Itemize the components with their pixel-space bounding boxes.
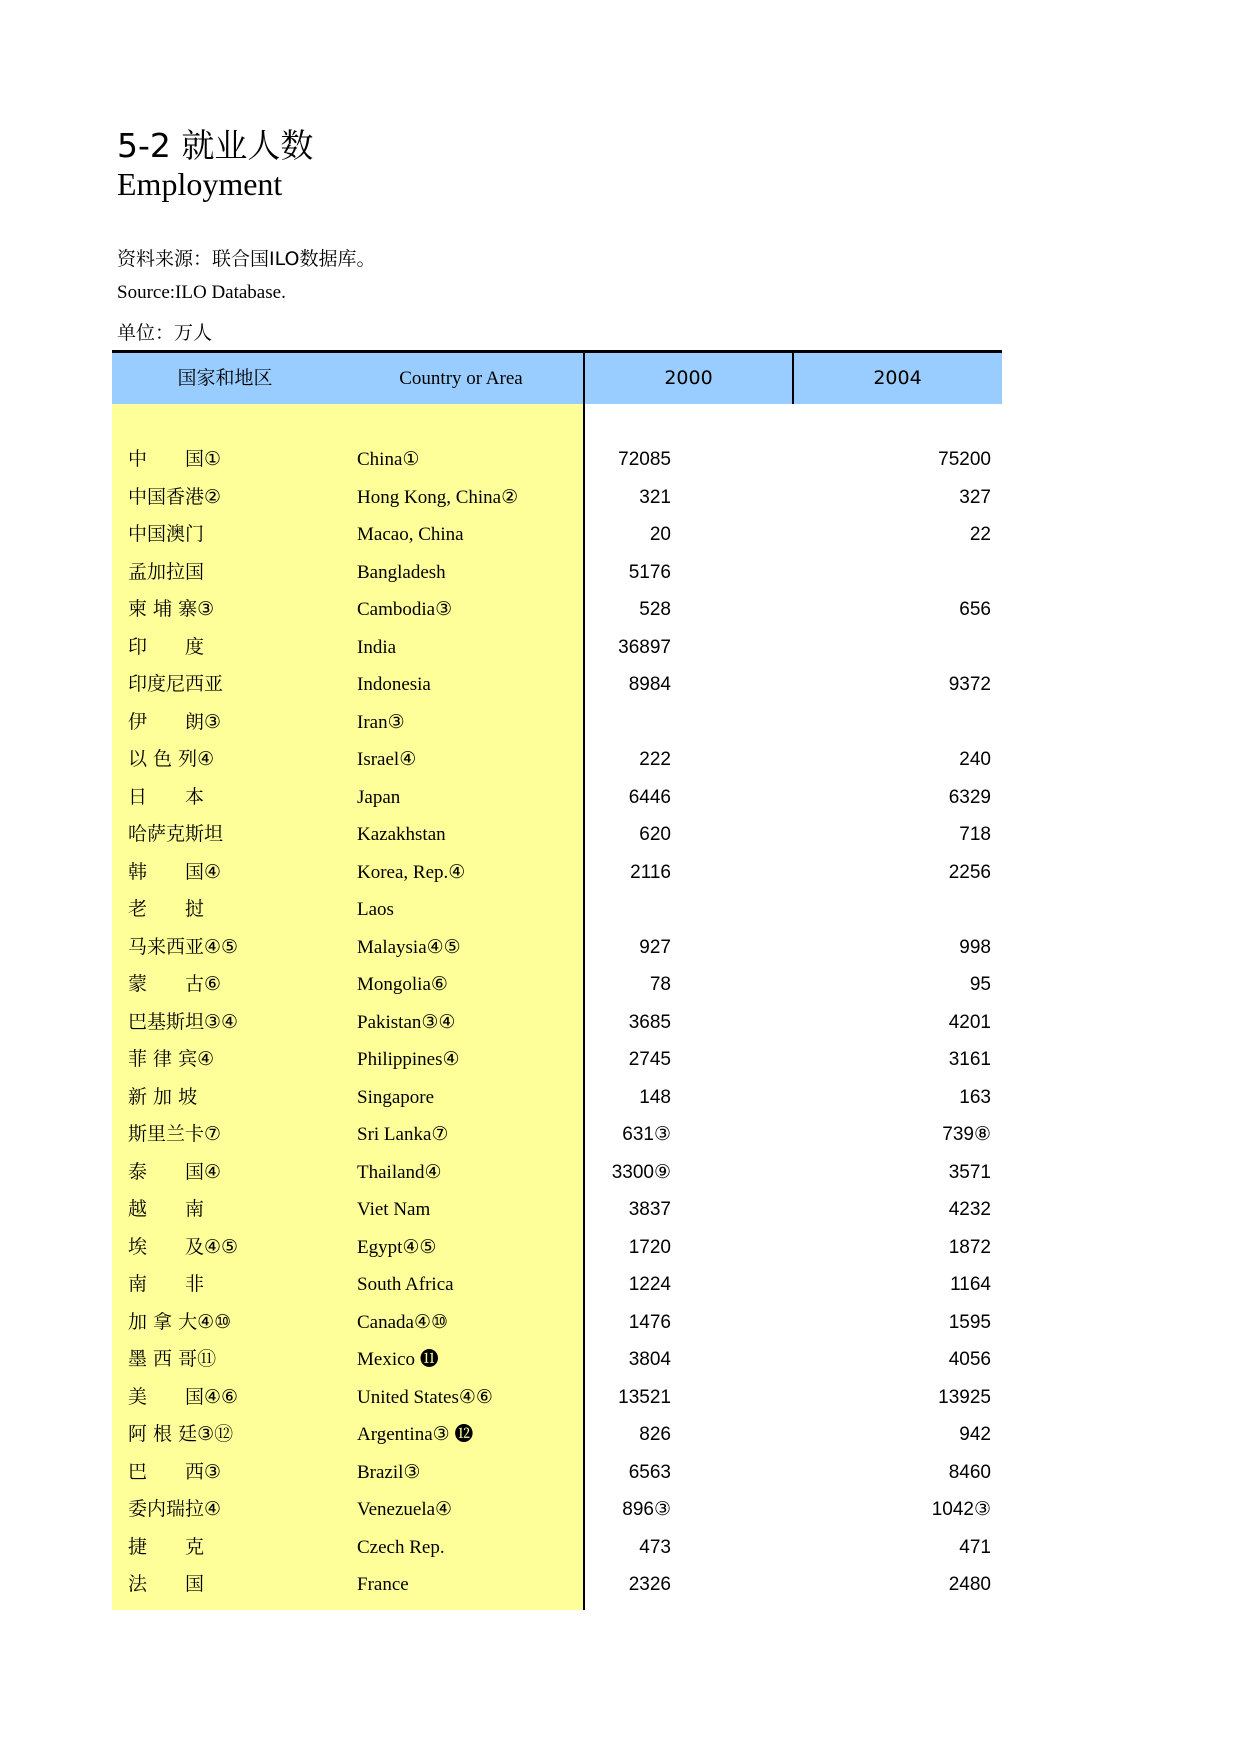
value-2004: 4232 (948, 1199, 991, 1220)
table-row (112, 704, 1002, 742)
value-2000: 78 (649, 974, 671, 995)
country-name-en: Singapore (357, 1086, 435, 1108)
value-2004: 942 (959, 1424, 991, 1445)
value-2004: 75200 (938, 449, 991, 470)
value-2004: 13925 (938, 1386, 991, 1408)
value-2000: 6446 (628, 786, 671, 808)
country-name-cn: 埃 及④⑤ (128, 1235, 239, 1258)
value-2000: 222 (639, 749, 671, 770)
table-body (112, 441, 1002, 1604)
value-2000: 1720 (628, 1236, 671, 1258)
value-2004: 163 (959, 1086, 991, 1108)
country-name-en: Israel④ (357, 749, 417, 770)
source-note-cn: 资料来源：联合国ILO数据库。 (117, 248, 376, 270)
value-2004: 3571 (948, 1161, 991, 1183)
table-row (112, 1004, 1002, 1042)
table-row (112, 479, 1002, 517)
table-row (112, 516, 1002, 554)
value-2004: 471 (959, 1536, 991, 1558)
table-row (112, 1416, 1002, 1454)
page-title-en: Employment (117, 166, 283, 202)
table-row (112, 554, 1002, 592)
table-row (112, 1566, 1002, 1604)
table-row (112, 891, 1002, 929)
table-row (112, 629, 1002, 667)
table-row (112, 1304, 1002, 1342)
table-row (112, 816, 1002, 854)
value-2004: 718 (959, 824, 991, 845)
value-2000: 528 (639, 599, 671, 620)
table-row (112, 1266, 1002, 1304)
country-name-cn: 捷 克 (128, 1535, 205, 1558)
country-name-cn: 阿 根 廷③⑫ (128, 1423, 234, 1445)
country-name-cn: 蒙 古⑥ (128, 973, 222, 995)
value-2000: 72085 (618, 449, 671, 470)
country-name-en: Canada④⑩ (357, 1311, 449, 1333)
country-name-en: United States④⑥ (357, 1386, 493, 1408)
table-row (112, 1491, 1002, 1529)
value-2004: 739⑧ (942, 1124, 991, 1145)
value-2000: 5176 (628, 561, 671, 583)
country-name-cn: 印度尼西亚 (128, 673, 224, 695)
country-name-cn: 印 度 (128, 635, 205, 658)
value-2004: 4201 (948, 1011, 991, 1033)
country-name-cn: 日 本 (128, 785, 205, 808)
header-divider (792, 350, 794, 404)
country-name-en: Macao, China (357, 524, 464, 545)
country-name-en: Kazakhstan (357, 824, 446, 845)
value-2004: 3161 (948, 1049, 991, 1070)
country-name-cn: 马来西亚④⑤ (128, 935, 239, 958)
page-title-cn: 5-2 就业人数 (117, 126, 314, 165)
country-name-cn: 越 南 (128, 1198, 205, 1220)
table-row (112, 1379, 1002, 1417)
country-name-en: Bangladesh (357, 561, 446, 583)
country-name-en: Indonesia (357, 674, 431, 695)
country-name-cn: 老 挝 (128, 898, 205, 920)
country-name-cn: 墨 西 哥⑪ (128, 1348, 217, 1370)
country-name-en: Laos (357, 899, 394, 920)
value-2000: 20 (649, 524, 671, 545)
table-row (112, 1454, 1002, 1492)
table-row (112, 1529, 1002, 1567)
table-row (112, 966, 1002, 1004)
country-name-en: Brazil③ (357, 1461, 421, 1483)
table-row (112, 1116, 1002, 1154)
country-name-cn: 中 国① (128, 448, 222, 470)
country-name-cn: 泰 国④ (128, 1160, 222, 1183)
value-2000: 1224 (628, 1274, 671, 1295)
value-2004: 1595 (948, 1311, 991, 1333)
country-name-en: Malaysia④⑤ (357, 936, 461, 958)
value-2000: 148 (639, 1086, 671, 1108)
value-2000: 8984 (628, 674, 671, 695)
header-country-cn: 国家和地区 (177, 367, 273, 389)
value-2000: 2116 (630, 861, 671, 883)
country-name-en: Mexico ⓫ (357, 1349, 439, 1370)
country-name-en: Hong Kong, China② (357, 486, 519, 508)
value-2000: 36897 (618, 636, 671, 658)
table-row (112, 666, 1002, 704)
value-2004: 656 (959, 599, 991, 620)
table-row (112, 1341, 1002, 1379)
country-name-en: Czech Rep. (357, 1536, 445, 1558)
country-name-en: Philippines④ (357, 1049, 460, 1070)
country-name-en: Korea, Rep.④ (357, 861, 466, 883)
country-name-cn: 斯里兰卡⑦ (128, 1123, 222, 1145)
country-name-cn: 美 国④⑥ (128, 1385, 239, 1408)
country-name-en: Iran③ (357, 711, 405, 733)
value-2004: 4056 (948, 1349, 991, 1370)
country-name-en: France (357, 1574, 409, 1595)
country-name-cn: 哈萨克斯坦 (128, 823, 224, 845)
country-name-cn: 加 拿 大④⑩ (128, 1310, 232, 1333)
country-name-en: Egypt④⑤ (357, 1236, 437, 1258)
table-row (112, 741, 1002, 779)
value-2004: 998 (959, 936, 991, 958)
value-2000: 3804 (628, 1349, 671, 1370)
value-2000: 3837 (628, 1199, 671, 1220)
value-2004: 9372 (948, 674, 991, 695)
table-row (112, 591, 1002, 629)
country-name-en: Venezuela④ (357, 1499, 453, 1520)
table-row (112, 929, 1002, 967)
value-2000: 896③ (622, 1499, 671, 1520)
country-name-en: Thailand④ (357, 1161, 442, 1183)
country-name-cn: 菲 律 宾④ (128, 1048, 215, 1070)
country-name-cn: 中国香港② (128, 485, 222, 508)
country-name-cn: 韩 国④ (128, 860, 222, 883)
country-name-en: China① (357, 449, 420, 470)
country-name-cn: 南 非 (128, 1273, 205, 1295)
value-2004: 22 (969, 524, 991, 545)
value-2000: 321 (639, 486, 671, 508)
header-year-2000: 2000 (664, 367, 713, 389)
value-2000: 1476 (628, 1311, 671, 1333)
value-2000: 620 (639, 824, 671, 845)
country-name-en: Argentina③ ⓬ (357, 1424, 474, 1445)
value-2000: 6563 (628, 1461, 671, 1483)
value-2004: 6329 (948, 786, 991, 808)
value-2000: 13521 (618, 1386, 671, 1408)
country-name-en: Pakistan③④ (357, 1011, 456, 1033)
table-row (112, 1229, 1002, 1267)
country-name-cn: 以 色 列④ (128, 748, 215, 770)
country-name-en: Viet Nam (357, 1199, 431, 1220)
value-2004: 1872 (948, 1236, 991, 1258)
value-2004: 2480 (948, 1574, 991, 1595)
country-name-cn: 中国澳门 (128, 523, 205, 545)
country-name-cn: 巴 西③ (128, 1460, 222, 1483)
table-row (112, 779, 1002, 817)
value-2004: 1042③ (931, 1499, 991, 1520)
country-name-en: India (357, 636, 397, 658)
country-name-en: Cambodia③ (357, 599, 453, 620)
header-year-2004: 2004 (873, 367, 922, 389)
value-2004: 240 (959, 749, 991, 770)
value-2004: 8460 (948, 1461, 991, 1483)
value-2004: 1164 (950, 1274, 991, 1295)
unit-note: 单位：万人 (117, 322, 213, 344)
value-2000: 826 (639, 1424, 671, 1445)
table-row (112, 1041, 1002, 1079)
country-name-cn: 委内瑞拉④ (128, 1498, 222, 1520)
value-2000: 3300⑨ (611, 1161, 671, 1183)
table-row (112, 441, 1002, 479)
country-name-cn: 伊 朗③ (128, 710, 222, 733)
value-2004: 327 (959, 486, 991, 508)
country-name-cn: 新 加 坡 (128, 1085, 198, 1108)
country-name-cn: 柬 埔 寨③ (128, 598, 215, 620)
country-name-cn: 巴基斯坦③④ (128, 1010, 239, 1033)
table-row (112, 1191, 1002, 1229)
table-row (112, 1154, 1002, 1192)
value-2000: 473 (639, 1536, 671, 1558)
value-2000: 631③ (622, 1124, 671, 1145)
country-name-en: Japan (357, 786, 401, 808)
country-name-cn: 孟加拉国 (128, 560, 205, 583)
header-country-en: Country or Area (399, 368, 523, 389)
country-name-cn: 法 国 (128, 1573, 205, 1595)
value-2000: 3685 (628, 1011, 671, 1033)
country-name-en: South Africa (357, 1274, 454, 1295)
value-2000: 927 (639, 936, 671, 958)
value-2000: 2326 (628, 1574, 671, 1595)
source-note-en: Source:ILO Database. (117, 282, 286, 303)
value-2004: 2256 (948, 861, 991, 883)
value-2004: 95 (969, 974, 991, 995)
table-row (112, 854, 1002, 892)
country-name-en: Mongolia⑥ (357, 974, 448, 995)
value-2000: 2745 (628, 1049, 671, 1070)
table-row (112, 1079, 1002, 1117)
table-header (112, 350, 1002, 404)
country-name-en: Sri Lanka⑦ (357, 1124, 449, 1145)
